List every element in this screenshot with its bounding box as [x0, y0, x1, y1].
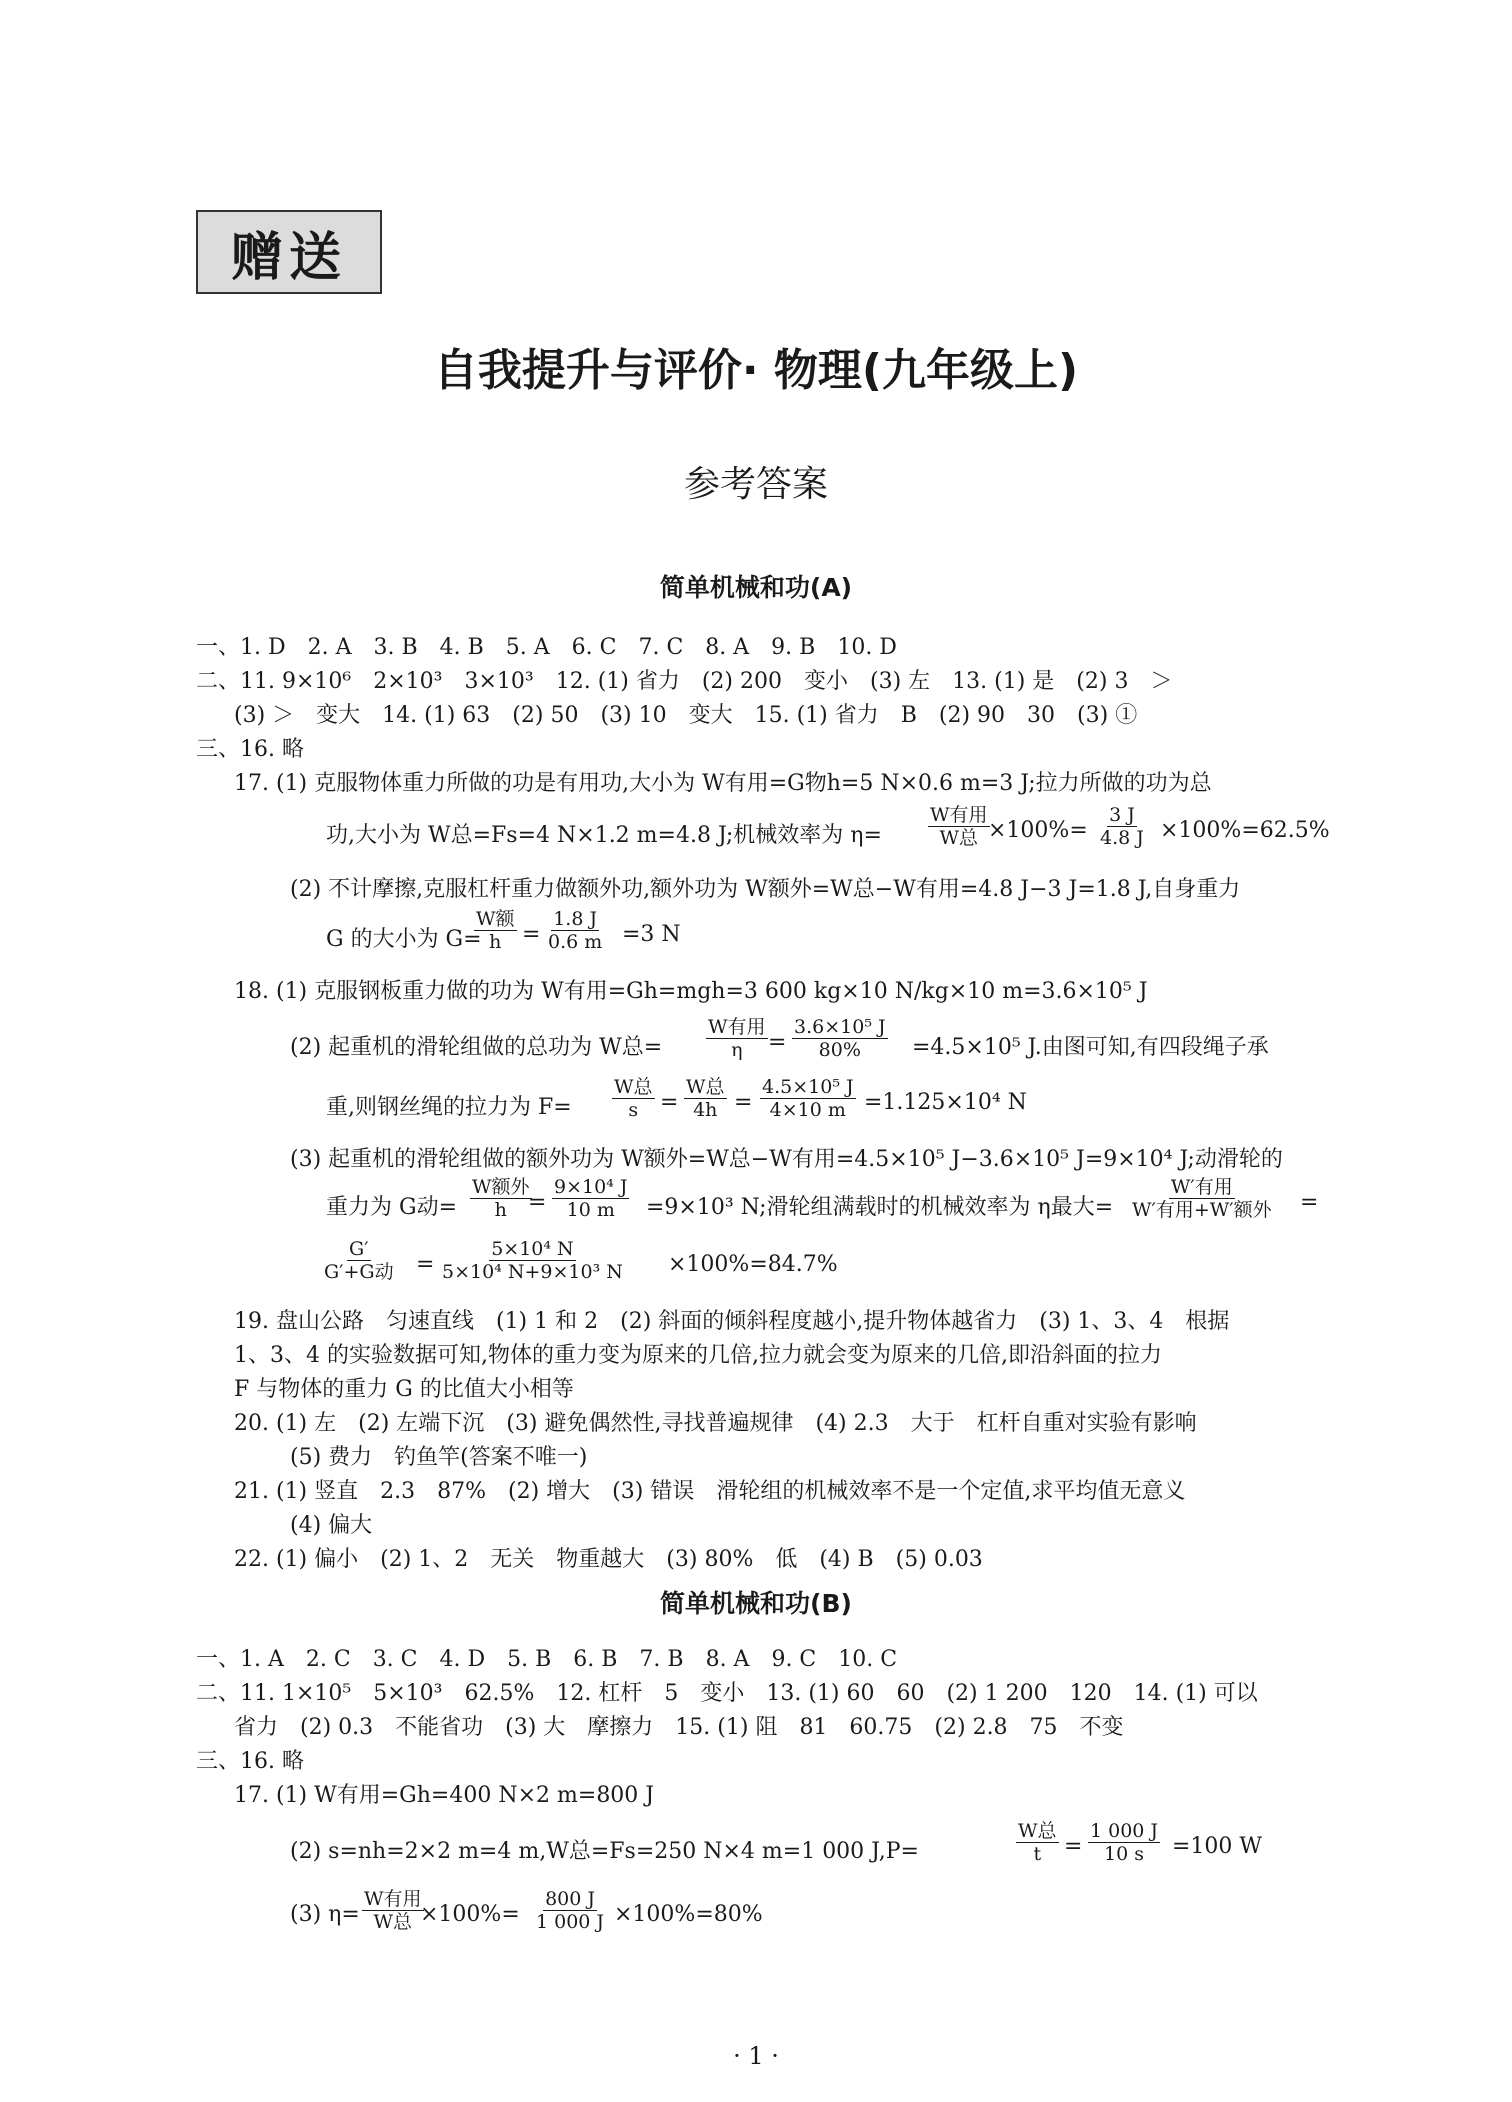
fraction-eff2: $\frac{3 J}{4.8 J}$	[1100, 804, 1144, 849]
section-b-q16: 三、16. 略	[196, 1749, 304, 1774]
section-b-q14-15: 省力 (2) 0.3 不能省功 (3) 大 摩擦力 15. (1) 阻 81 60.75 (2) 2.8 75 不变	[234, 1715, 1124, 1740]
fraction-p2: $\frac{1 000 J}{10 s}$	[1090, 1820, 1159, 1865]
section-a-q18-2e: =	[660, 1090, 679, 1115]
answer-key-heading: 参考答案	[683, 464, 828, 505]
section-a-q18-3g: ×100%=84.7%	[668, 1252, 838, 1277]
fraction-g1: W额 h	[476, 908, 515, 953]
gift-badge: 赠送	[196, 210, 382, 294]
fraction-p1: W总 t	[1018, 1820, 1057, 1865]
section-a-q18-2d: 重,则钢丝绳的拉力为 F=	[326, 1095, 572, 1120]
section-a-q19-1: 19. 盘山公路 匀速直线 (1) 1 和 2 (2) 斜面的倾斜程度越小,提升物体越省力 (3) 1、3、4 根据	[234, 1309, 1230, 1334]
section-a-q21-1: 21. (1) 竖直 2.3 87% (2) 增大 (3) 错误 滑轮组的机械效率不是一个定值,求平均值无意义	[234, 1479, 1186, 1504]
section-b-q17-3: (3) η=	[290, 1902, 360, 1927]
fraction-e2: $\frac{800 J}{1 000 J}$	[536, 1888, 605, 1933]
section-b-q1-10: 一、1. A 2. C 3. C 4. D 5. B 6. B 7. B 8. A 9. C 10. C	[196, 1647, 898, 1672]
section-b-q17-3b: ×100%=	[420, 1902, 520, 1927]
section-a-q18-2: (2) 起重机的滑轮组做的总功为 W总=	[290, 1035, 663, 1060]
section-a-q18-2c: =4.5×10⁵ J.由图可知,有四段绳子承	[912, 1035, 1269, 1060]
section-a-q20-2: (5) 费力 钓鱼竿(答案不唯一)	[290, 1445, 588, 1470]
section-a-q18-2g: =1.125×10⁴ N	[864, 1090, 1027, 1115]
fraction-e1: W有用 W总	[364, 1888, 422, 1933]
section-a-q21-2: (4) 偏大	[290, 1513, 373, 1538]
section-a-q18-3c: =	[528, 1190, 547, 1215]
fraction-eff1: W有用 W总	[930, 804, 988, 849]
section-a-q18-1: 18. (1) 克服钢板重力做的功为 W有用=Gh=mgh=3 600 kg×10 N/kg×10 m=3.6×10⁵ J	[234, 979, 1148, 1004]
section-a-q18-2b: =	[768, 1030, 787, 1055]
fraction-f2: W总 4h	[686, 1076, 725, 1121]
section-a-q17-1b: 功,大小为 W总=Fs=4 N×1.2 m=4.8 J;机械效率为 η=	[326, 823, 882, 848]
section-a-q17-2c: =	[522, 922, 541, 947]
fraction-g2: $\frac{1.8 J}{0.6 m}$	[548, 908, 603, 953]
section-b-q17-2c: =100 W	[1172, 1834, 1263, 1859]
section-a-q17-1c: ×100%=	[988, 818, 1088, 843]
fraction-w2: $\frac{\text{3.6×10⁵ J}}{80\%}$	[794, 1016, 886, 1061]
section-a-q17-1: 17. (1) 克服物体重力所做的功是有用功,大小为 W有用=G物h=5 N×0.6 m=3 J;拉力所做的功为总	[234, 771, 1212, 796]
fraction-em3: $\frac{\text{5×10⁴ N}}{\text{5×10⁴ N+9×10³ N}}$	[442, 1238, 623, 1283]
section-a-q18-3d: =9×10³ N;滑轮组满载时的机械效率为 η最大=	[646, 1195, 1114, 1220]
fraction-em1: W′有用 W′有用+W′额外	[1132, 1176, 1272, 1221]
section-b-q11-14: 二、11. 1×10⁵ 5×10³ 62.5% 12. 杠杆 5 变小 13. (1) 60 60 (2) 1 200 120 14. (1) 可以	[196, 1681, 1258, 1706]
section-a-q17-2: (2) 不计摩擦,克服杠杆重力做额外功,额外功为 W额外=W总−W有用=4.8 J−3 J=1.8 J,自身重力	[290, 877, 1241, 902]
section-a-q17-2d: =3 N	[622, 922, 681, 947]
section-a-q19-3: F 与物体的重力 G 的比值大小相等	[234, 1377, 574, 1402]
fraction-gd1: W额外 h	[472, 1176, 530, 1221]
section-b-q17-2b: =	[1064, 1834, 1083, 1859]
section-a-q18-3b: 重力为 G动=	[326, 1195, 458, 1220]
section-a-q16: 三、16. 略	[196, 737, 304, 762]
fraction-em2: G′ G′+G动	[324, 1238, 394, 1283]
section-a-q18-3e: =	[1300, 1190, 1319, 1215]
section-b-title: 简单机械和功(B)	[660, 1589, 852, 1618]
section-b-q17-3c: ×100%=80%	[614, 1902, 763, 1927]
document-title: 自我提升与评价· 物理(九年级上)	[433, 345, 1079, 396]
section-a-q18-3: (3) 起重机的滑轮组做的额外功为 W额外=W总−W有用=4.5×10⁵ J−3.6×10⁵ J=9×10⁴ J;动滑轮的	[290, 1147, 1283, 1172]
section-a-q13-15: (3) ＞ 变大 14. (1) 63 (2) 50 (3) 10 变大 15. (1) 省力 B (2) 90 30 (3) ①	[234, 703, 1138, 728]
section-a-title: 简单机械和功(A)	[659, 573, 853, 602]
fraction-f1: W总 s	[614, 1076, 653, 1121]
section-b-q17-2: (2) s=nh=2×2 m=4 m,W总=Fs=250 N×4 m=1 000 J,P=	[290, 1839, 919, 1864]
fraction-gd2: $\frac{\text{9×10⁴ J}}{10 m}$	[554, 1176, 628, 1221]
section-b-q17-1: 17. (1) W有用=Gh=400 N×2 m=800 J	[234, 1783, 655, 1808]
section-a-q17-1d: ×100%=62.5%	[1160, 818, 1330, 843]
section-a-q20-1: 20. (1) 左 (2) 左端下沉 (3) 避免偶然性,寻找普遍规律 (4) 2.3 大于 杠杆自重对实验有影响	[234, 1411, 1197, 1436]
page-number: · 1 ·	[733, 2042, 779, 2070]
fraction-f3: $\frac{\text{4.5×10⁵ J}}{4\times 10 m}$	[762, 1076, 854, 1121]
section-a-q18-2f: =	[734, 1090, 753, 1115]
section-a-q19-2: 1、3、4 的实验数据可知,物体的重力变为原来的几倍,拉力就会变为原来的几倍,即沿斜面的拉力	[234, 1343, 1162, 1368]
section-a-q11-13: 二、11. 9×10⁶ 2×10³ 3×10³ 12. (1) 省力 (2) 200 变小 (3) 左 13. (1) 是 (2) 3 ＞	[196, 669, 1173, 694]
section-a-q18-3f: =	[416, 1252, 435, 1277]
section-a-q1-10: 一、1. D 2. A 3. B 4. B 5. A 6. C 7. C 8. A 9. B 10. D	[196, 635, 897, 660]
section-a-q22: 22. (1) 偏小 (2) 1、2 无关 物重越大 (3) 80% 低 (4) B (5) 0.03	[234, 1547, 983, 1572]
section-a-q17-2b: G 的大小为 G=	[326, 927, 482, 952]
fraction-w1: W有用 η	[708, 1016, 766, 1061]
